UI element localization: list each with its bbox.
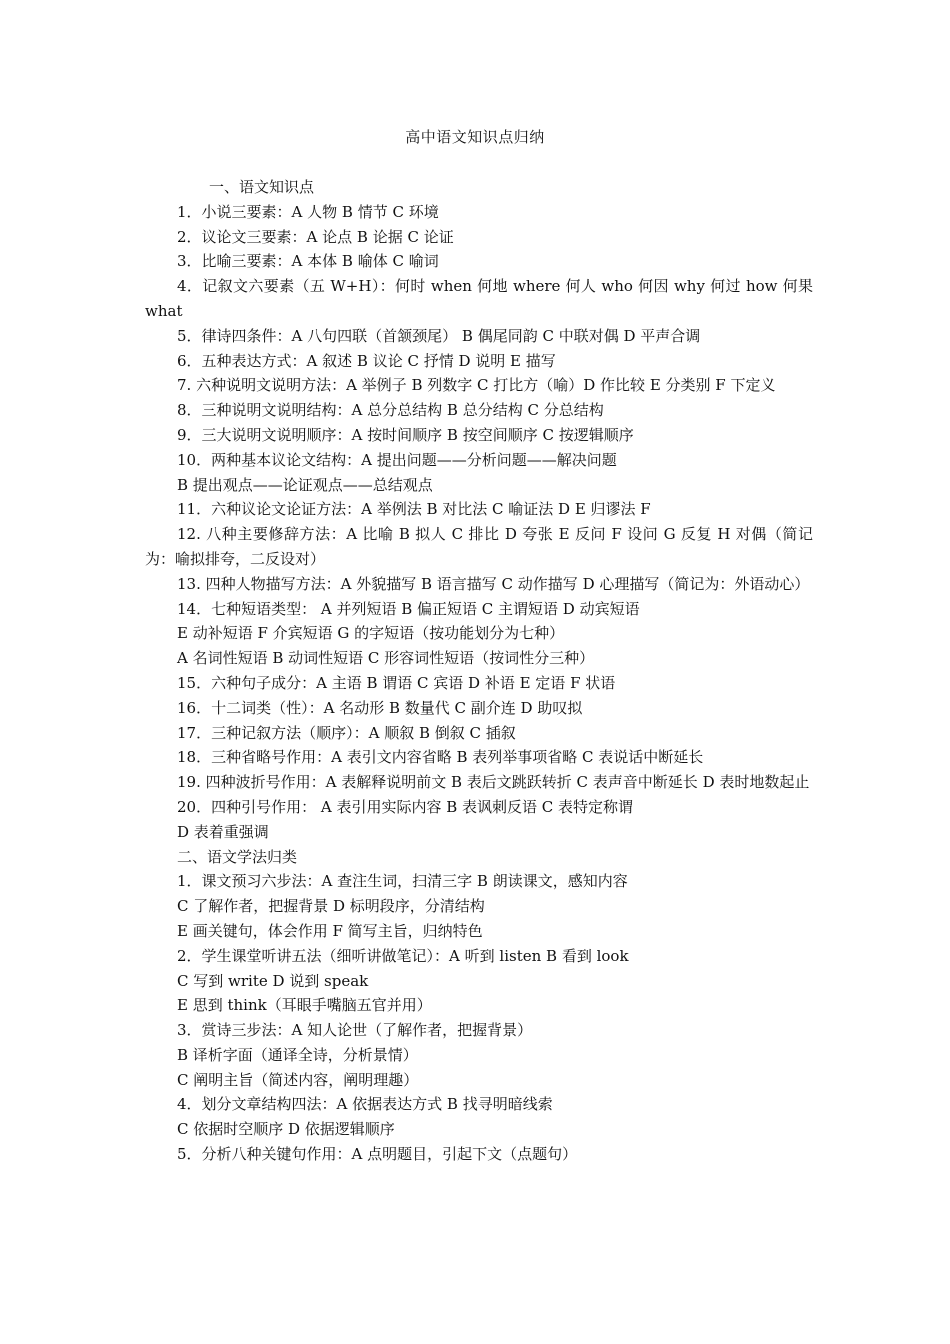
paragraph-line: 2．学生课堂听讲五法（细听讲做笔记）：A 听到 listen B 看到 look — [177, 946, 629, 965]
paragraph-line: 9．三大说明文说明顺序：A 按时间顺序 B 按空间顺序 C 按逻辑顺序 — [177, 425, 634, 444]
paragraph-line: 8．三种说明文说明结构：A 总分总结构 B 总分结构 C 分总结构 — [177, 401, 604, 420]
paragraph-line: 5．律诗四条件：A 八句四联（首颔颈尾） B 偶尾同韵 C 中联对偶 D 平声合调 — [177, 326, 701, 345]
paragraph-line: 10．两种基本议论文结构：A 提出问题——分析问题——解决问题 — [177, 450, 617, 469]
paragraph-line: C 阐明主旨（简述内容，阐明理趣） — [177, 1070, 419, 1089]
paragraph-line: 18．三种省略号作用：A 表引文内容省略 B 表列举事项省略 C 表说话中断延长 — [177, 748, 704, 767]
paragraph-line: 2．议论文三要素：A 论点 B 论据 C 论证 — [177, 227, 454, 246]
section-heading-2: 二、语文学法归类 — [177, 847, 298, 866]
document-body — [145, 175, 813, 1167]
paragraph-line: C 依据时空顺序 D 依据逻辑顺序 — [177, 1120, 395, 1139]
document-title: 高中语文知识点归纳 — [405, 128, 545, 146]
paragraph-line: B 译析字面（通译全诗，分析景情） — [177, 1045, 418, 1064]
paragraph-line: A 名词性短语 B 动词性短语 C 形容词性短语（按词性分三种） — [177, 649, 595, 668]
paragraph-line: 4．划分文章结构四法：A 依据表达方式 B 找寻明暗线索 — [177, 1095, 553, 1114]
paragraph-line: 16．十二词类（性）：A 名动形 B 数量代 C 副介连 D 助叹拟 — [177, 698, 583, 717]
paragraph-line: 3．比喻三要素：A 本体 B 喻体 C 喻词 — [177, 252, 439, 271]
paragraph-line: 17．三种记叙方法（顺序）：A 顺叙 B 倒叙 C 插叙 — [177, 723, 516, 742]
paragraph-line: 5．分析八种关键句作用：A 点明题目，引起下文（点题句） — [177, 1145, 578, 1164]
paragraph-line: 14．七种短语类型： A 并列短语 B 偏正短语 C 主谓短语 D 动宾短语 — [177, 599, 640, 618]
paragraph-line: C 了解作者，把握背景 D 标明段序，分清结构 — [177, 897, 485, 916]
paragraph-line: 1．小说三要素：A 人物 B 情节 C 环境 — [177, 202, 439, 221]
paragraph-line: 11．六种议论文论证方法：A 举例法 B 对比法 C 喻证法 D E 归谬法 F — [177, 500, 651, 519]
paragraph-line: C 写到 write D 说到 speak — [177, 971, 369, 990]
paragraph-line: E 画关键句，体会作用 F 简写主旨，归纳特色 — [177, 921, 483, 940]
paragraph-line: 19. 四种波折号作用：A 表解释说明前文 B 表后文跳跃转折 C 表声音中断延长 D 表时地数起止 — [177, 773, 810, 792]
paragraph-line: 15．六种句子成分：A 主语 B 谓语 C 宾语 D 补语 E 定语 F 状语 — [177, 673, 616, 692]
paragraph-line: 20．四种引号作用： A 表引用实际内容 B 表讽刺反语 C 表特定称谓 — [177, 797, 634, 816]
paragraph-line: 3．赏诗三步法：A 知人论世（了解作者，把握背景） — [177, 1021, 533, 1040]
paragraph-line: 13. 四种人物描写方法：A 外貌描写 B 语言描写 C 动作描写 D 心理描写（简记为：外语动心） — [177, 574, 810, 593]
paragraph-line: D 表着重强调 — [177, 822, 269, 841]
paragraph-line: 7. 六种说明文说明方法：A 举例子 B 列数字 C 打比方（喻）D 作比较 E 分类别 F 下定义 — [177, 376, 776, 395]
paragraph-line: 6．五种表达方式：A 叙述 B 议论 C 抒情 D 说明 E 描写 — [177, 351, 556, 370]
paragraph-line: E 思到 think（耳眼手嘴脑五官并用） — [177, 996, 432, 1015]
paragraph-line: 12. 八种主要修辞方法：A 比喻 B 拟人 C 排比 D 夸张 E 反问 F 设问 G 反复 H 对偶（简记为：喻拟排夸，二反设对） — [145, 525, 813, 568]
paragraph-line: 4．记叙文六要素（五 W+H）：何时 when 何地 where 何人 who 何因 why 何过 how 何果 what — [145, 277, 813, 320]
paragraph-line: E 动补短语 F 介宾短语 G 的字短语（按功能划分为七种） — [177, 624, 565, 643]
paragraph-line: 1．课文预习六步法：A 查注生词，扫清三字 B 朗读课文，感知内容 — [177, 872, 628, 891]
section-heading-1: 一、语文知识点 — [209, 178, 315, 196]
paragraph-line: B 提出观点——论证观点——总结观点 — [177, 475, 433, 494]
